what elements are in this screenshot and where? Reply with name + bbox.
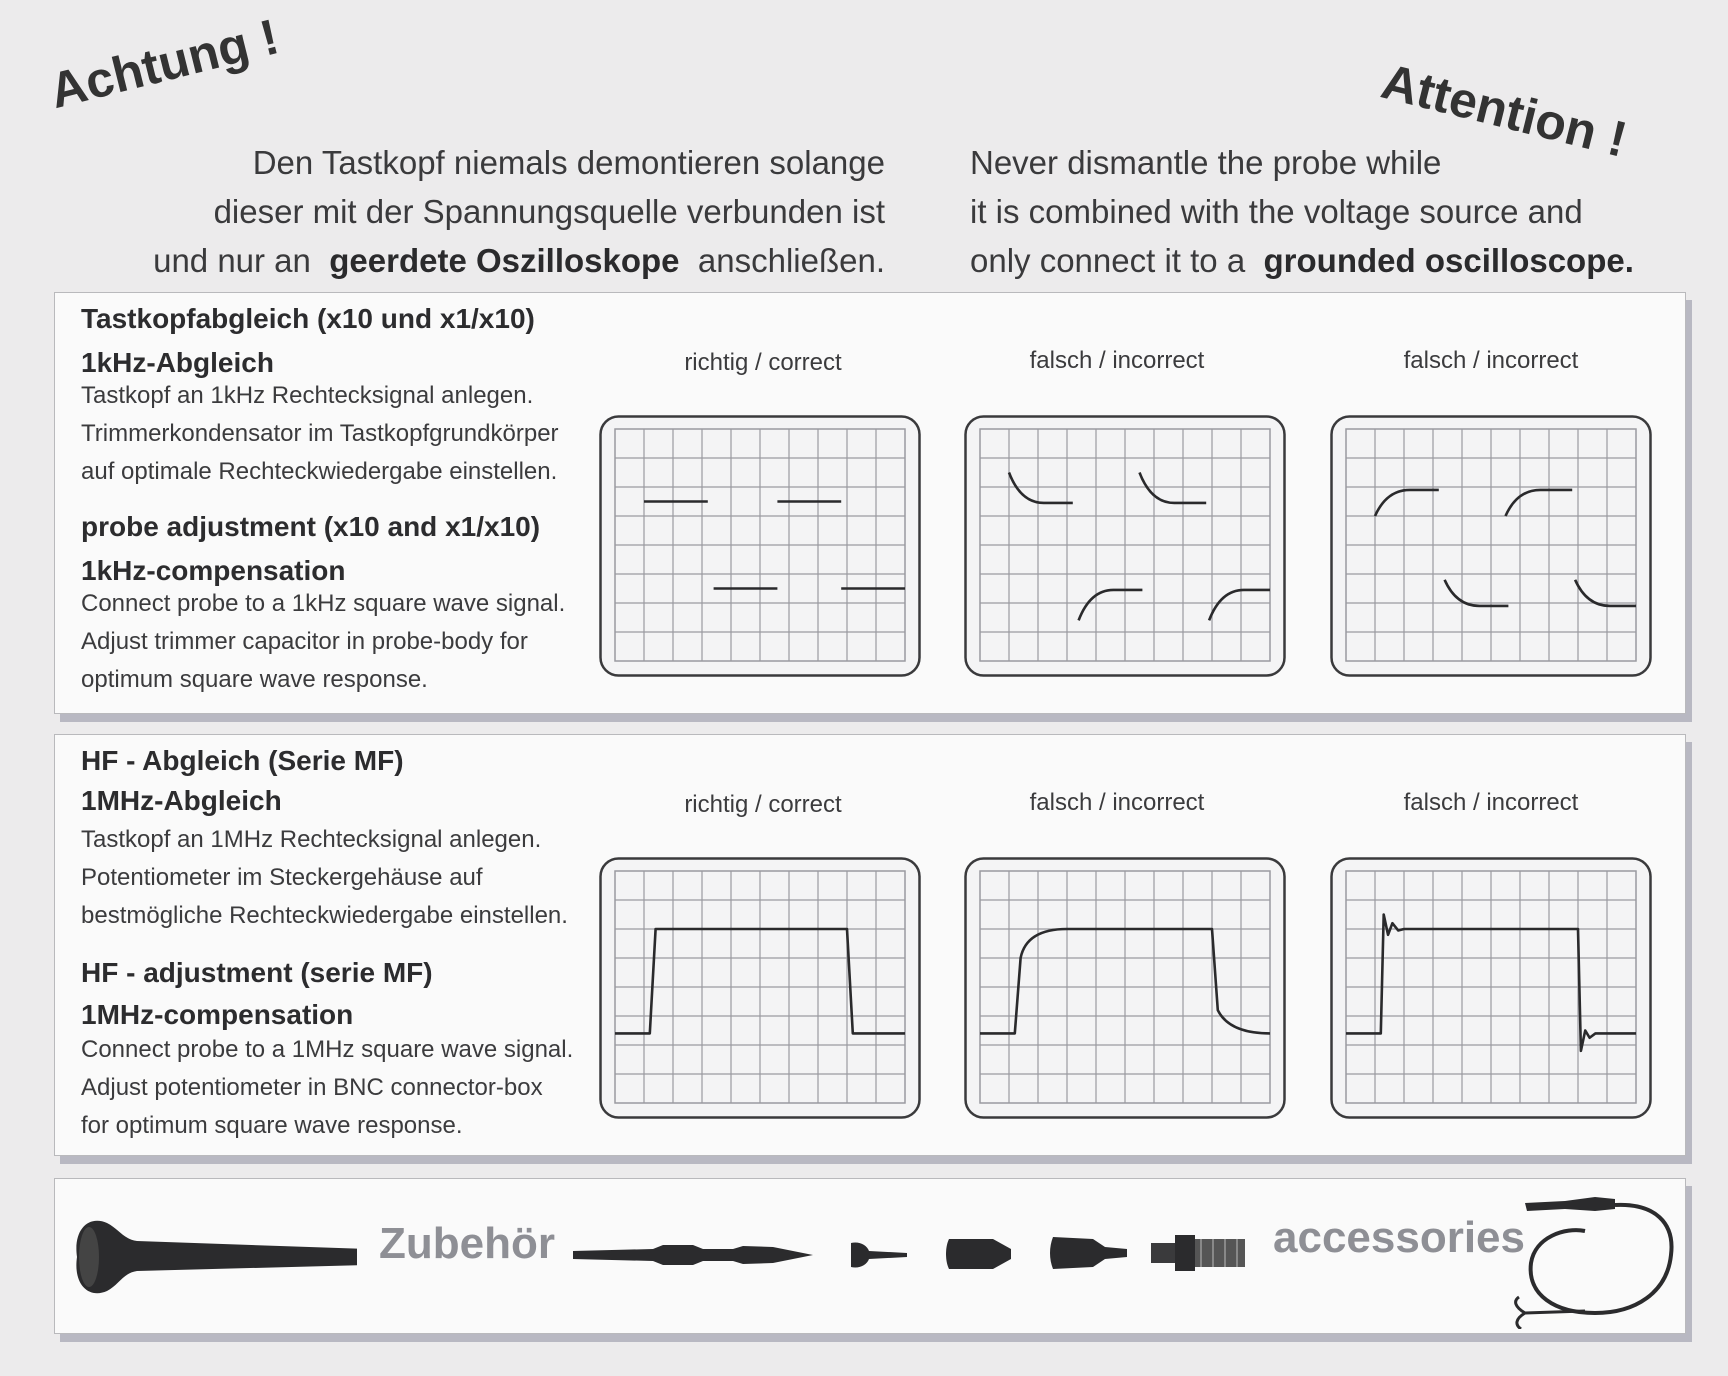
section2-text-de-line2: Potentiometer im Steckergehäuse auf [81,864,483,891]
warning-en-line2: it is combined with the voltage source and [970,193,1583,230]
section2-title-de: HF - Abgleich (Serie MF) [81,745,404,776]
section2-subtitle-en: 1MHz-compensation [81,999,354,1030]
warning-de-line3-post: anschließen. [697,242,885,279]
warning-text-de [153,138,885,285]
attention-heading: Attention ! [1376,52,1633,168]
caption-incorrect: falsch / incorrect [1403,347,1579,374]
probe-tip-icon [573,1241,813,1271]
warning-de-line1: Den Tastkopf niemals demontieren solange [252,144,885,181]
section1-text-en-line2: Adjust trimmer capacitor in probe-body for [81,628,528,655]
section1-text-en-line3: optimum square wave response. [81,666,428,693]
oscilloscope-screen-incorrect-rounded [964,857,1286,1119]
section1-text-de-line1: Tastkopf an 1kHz Rechtecksignal anlegen. [81,382,534,409]
warning-en-line3-pre: only connect it to a [970,242,1246,279]
oscilloscope-screen-correct [599,857,921,1119]
oscilloscope-screen-incorrect-undershoot [1330,415,1652,677]
caption-incorrect: falsch / incorrect [1029,789,1205,816]
section2-text-de-line1: Tastkopf an 1MHz Rechtecksignal anlegen. [81,826,542,853]
ground-lead-icon [1485,1183,1681,1329]
bnc-adapter-icon [1151,1229,1251,1277]
accessories-label-de: Zubehör [379,1219,555,1268]
oscilloscope-screen-incorrect-overshoot [964,415,1286,677]
warning-text-en [970,138,1634,285]
section1-title-de: Tastkopfabgleich (x10 und x1/x10) [81,303,535,334]
caption-incorrect: falsch / incorrect [1403,789,1579,816]
warning-de-line3 [153,236,885,285]
caption-incorrect: falsch / incorrect [1029,347,1205,374]
caption-correct: richtig / correct [684,791,842,818]
section1-text-de-line2: Trimmerkondensator im Tastkopfgrundkörper [81,420,559,447]
section1-text-en [81,585,565,699]
achtung-heading: Achtung ! [44,8,285,120]
section2-text-en-line3: for optimum square wave response. [81,1112,463,1139]
ic-tip-icon [1049,1231,1129,1275]
warning-de-bold: geerdete Oszilloskope [329,242,680,279]
probe-adjustment-panel [54,292,1686,714]
section1-text-en-line1: Connect probe to a 1kHz square wave signal. [81,590,566,617]
section1-subtitle-en: 1kHz-compensation [81,555,346,586]
warning-en-line1: Never dismantle the probe while [970,144,1442,181]
warning-en-bold: grounded oscilloscope. [1263,242,1634,279]
accessories-panel [54,1178,1686,1334]
section2-text-en-line1: Connect probe to a 1MHz square wave signal. [81,1036,574,1063]
section2-text-de-line3: bestmögliche Rechteckwiedergabe einstellen. [81,902,568,929]
hook-adapter-icon [837,1237,907,1273]
section1-subtitle-de: 1kHz-Abgleich [81,347,274,378]
accessories-label-en: accessories [1273,1213,1525,1262]
section2-text-en-line2: Adjust potentiometer in BNC connector-box [81,1074,543,1101]
section2-title-en: HF - adjustment (serie MF) [81,957,433,988]
section2-subtitle-de: 1MHz-Abgleich [81,785,282,816]
warning-de-line3-pre: und nur an [153,242,311,279]
warning-en-line3 [970,236,1634,285]
warning-de-line2: dieser mit der Spannungsquelle verbunden ist [213,193,885,230]
section2-text-en [81,1031,573,1145]
section2-text-de [81,821,568,935]
section1-text-de [81,377,559,491]
insulating-cap-icon [945,1233,1015,1273]
section1-text-de-line3: auf optimale Rechteckwiedergabe einstellen. [81,458,558,485]
oscilloscope-screen-correct [599,415,921,677]
hf-adjustment-panel [54,734,1686,1156]
probe-handle-icon [67,1209,357,1305]
oscilloscope-screen-incorrect-ringing [1330,857,1652,1119]
section1-title-en: probe adjustment (x10 and x1/x10) [81,511,541,542]
caption-correct: richtig / correct [684,349,842,376]
